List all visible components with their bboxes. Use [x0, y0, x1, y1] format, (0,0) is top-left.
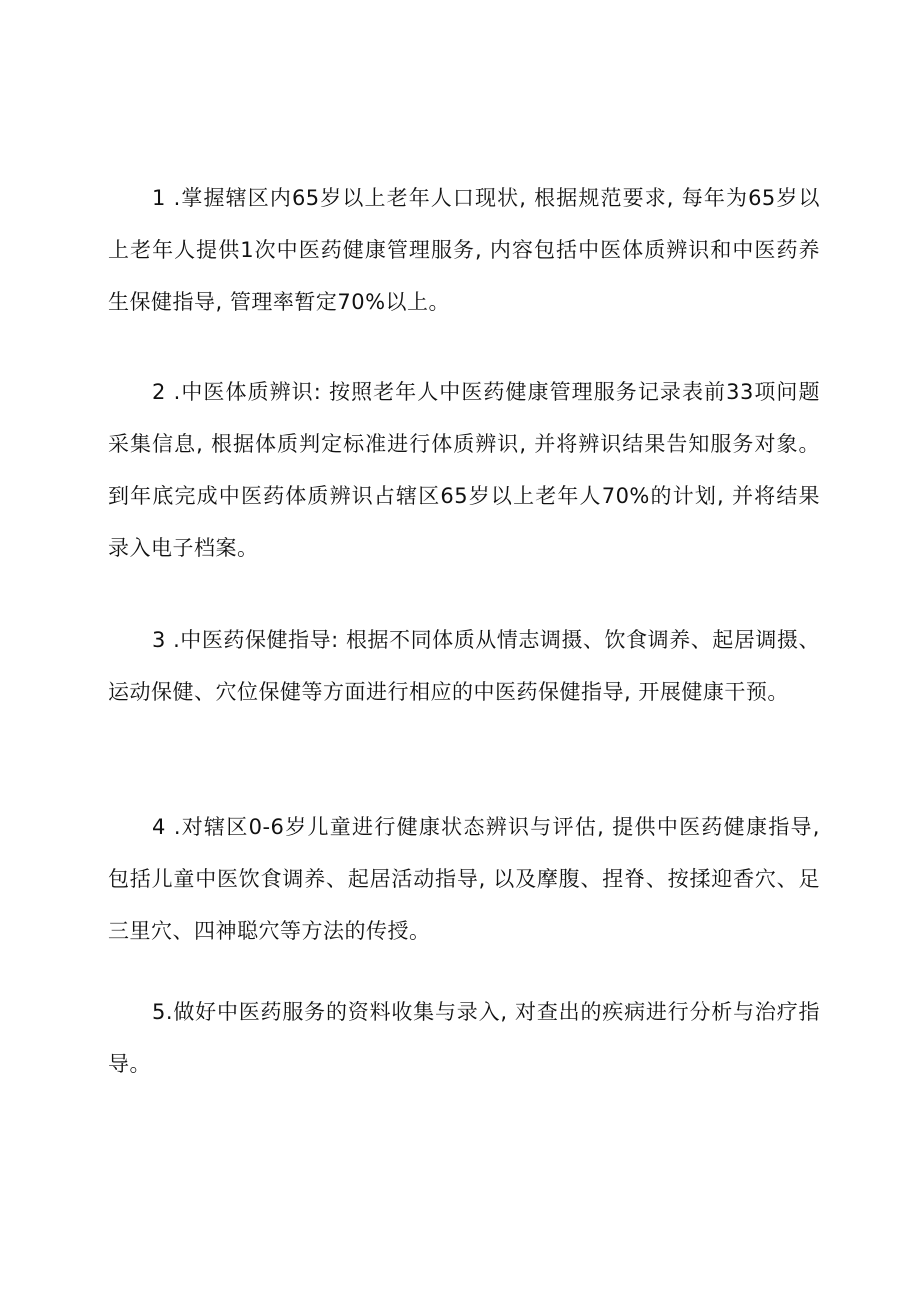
paragraph-2: 2 .中医体质辨识: 按照老年人中医药健康管理服务记录表前33项问题采集信息, 根据体质判定标准进行体质辨识, 并将辨识结果告知服务对象。到年底完成中医药体质辨识占辖区65岁以上老年人70%的计划, 并将结果录入电子档案。 — [108, 380, 820, 560]
paragraph-3: 3 .中医药保健指导: 根据不同体质从情志调摄、饮食调养、起居调摄、运动保健、穴位保健等方面进行相应的中医药保健指导, 开展健康干预。 — [108, 628, 820, 704]
paragraph-4: 4 .对辖区0-6岁儿童进行健康状态辨识与评估, 提供中医药健康指导, 包括儿童中医饮食调养、起居活动指导, 以及摩腹、捏脊、按揉迎香穴、足三里穴、四神聪穴等方法的传授。 — [108, 815, 820, 943]
paragraph-1: 1 .掌握辖区内65岁以上老年人口现状, 根据规范要求, 每年为65岁以上老年人提供1次中医药健康管理服务, 内容包括中医体质辨识和中医药养生保健指导, 管理率暂定70%以上。 — [108, 186, 820, 314]
paragraph-5: 5.做好中医药服务的资料收集与录入, 对查出的疾病进行分析与治疗指导。 — [108, 1000, 820, 1076]
